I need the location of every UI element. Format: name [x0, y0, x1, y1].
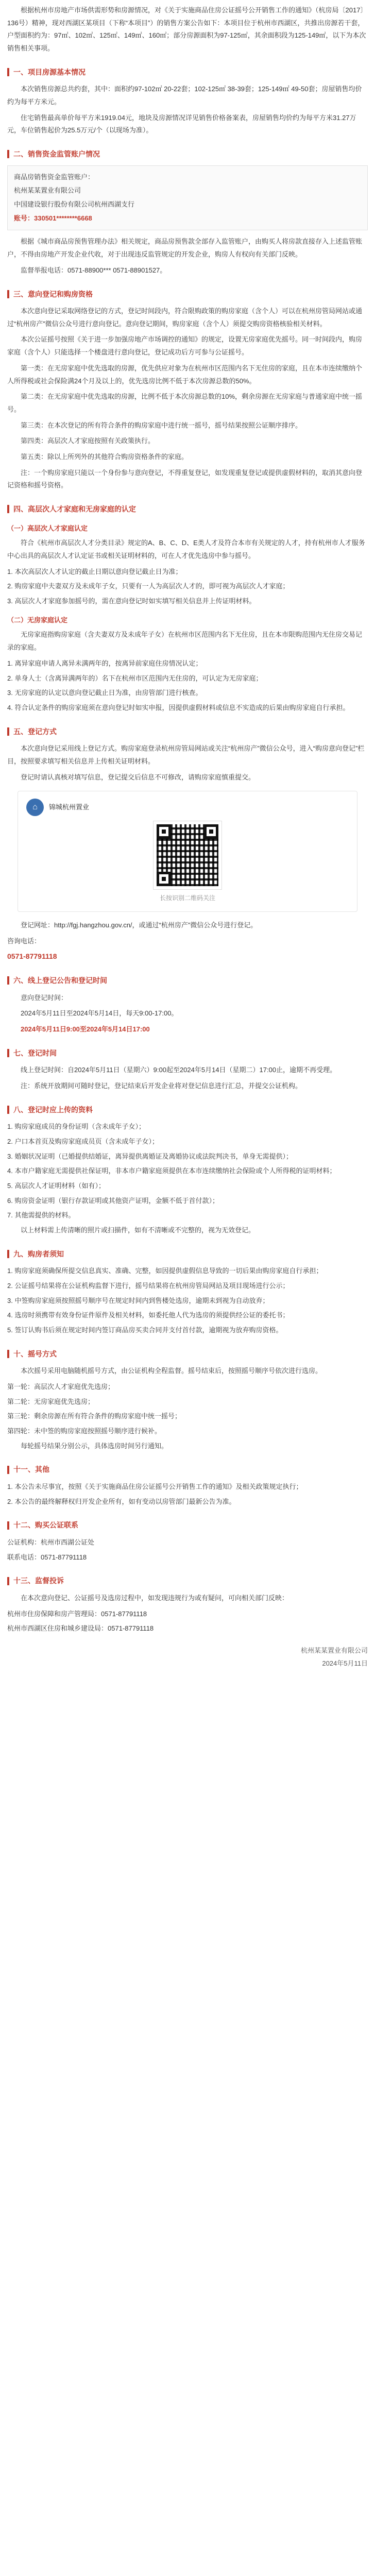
section-bar-icon	[7, 976, 9, 985]
s6-highlight-time: 2024年5月11日9:00至2024年5月14日17:00	[21, 1025, 150, 1033]
s10-paragraph: 每轮摇号结果分别公示，具体选房时间另行通知。	[21, 1442, 168, 1450]
section-8-title	[7, 1103, 368, 1117]
section-bar-icon	[7, 1250, 9, 1258]
s6-paragraph: 2024年5月11日至2024年5月14日，每天9:00-17:00。	[21, 1009, 178, 1018]
s8-note: 以上材料需上传清晰的照片或扫描件，如有不清晰或不完整的，视为无效登记。	[21, 1226, 255, 1234]
section-2-title	[7, 147, 368, 161]
footer-org: 杭州某某置业有限公司	[300, 1647, 368, 1655]
section-3-title-text: 三、意向登记和购房资格	[13, 290, 93, 298]
section-8-title-text: 八、登记时应上传的资料	[13, 1105, 93, 1114]
s8-list-item: 6. 购房资金证明（银行存款证明或其他资产证明，金额不低于首付款）；	[7, 1196, 219, 1205]
s5-paragraph: 本次意向登记采用线上登记方式。购房家庭登录杭州房管局网站或关注“杭州房产”微信公众号，进入“购房意向登记”栏目，按照要求填写相关信息并上传相关证明材料。	[7, 744, 365, 765]
s1-paragraph: 住宅销售最高单价每平方米1919.04元，地块及房源情况详见销售价格备案表，房屋销售均价约为每平方米31.27万元，车位销售起价为25.5万元/个（以现场为准）。	[7, 113, 356, 134]
s8-list-item: 5. 高层次人才证明材料（如有）；	[7, 1181, 105, 1190]
account-avatar-icon: ⌂	[26, 799, 44, 816]
section-2-title-text: 二、销售资金监管账户情况	[13, 150, 100, 159]
section-1-title	[7, 65, 368, 79]
section-bar-icon	[7, 1521, 9, 1530]
s10-list-item: 第二轮：无房家庭优先选房；	[7, 1397, 95, 1405]
section-12-title	[7, 1518, 368, 1532]
qr-finder-icon	[157, 872, 171, 886]
s4-list-item: 3. 无房家庭的认定以意向登记截止日为准，由房管部门进行核查。	[7, 689, 202, 697]
s4-paragraph: 符合《杭州市高层次人才分类目录》规定的A、B、C、D、E类人才及符合本市有关规定的人才，持有杭州市人才服务中心出具的高层次人才认定证书或相关证明材料的，可在人才优先选房中参与摇号。	[7, 539, 365, 560]
qr-finder-icon	[157, 824, 171, 839]
s3-paragraph: 本次意向登记采取网络登记的方式，登记时间段内，符合限购政策的购房家庭（含个人）可以在杭州房管局网站或通过“杭州房产”微信公众号进行意向登记。意向登记期间，购房家庭（含个人）须提交购房资格核验相关材料。	[7, 307, 363, 328]
section-6-title	[7, 974, 368, 988]
intro-paragraph: 根据杭州市房地产市场供需形势和房源情况，对《关于实施商品住房公证摇号公开销售工作的通知》（杭房局〔2017〕136号）精神，现对西湖区某项目（下称“本项目”）的销售方案公告如下：本项目位于杭州市西湖区，共推出房源若干套，户型面积约为：97㎡、102㎡、125㎡、149㎡、160㎡；部分房源面积为97-125㎡，其余面积段为125-149㎡，以下为本次销售相关事项。	[7, 6, 367, 53]
section-6-title-text: 六、线上登记公告和登记时间	[13, 976, 107, 985]
s9-list-item: 2. 公证摇号结果将在公证机构监督下进行，摇号结果将在杭州房管局网站及项目现场进行公示；	[7, 1281, 289, 1290]
s8-list-item: 4. 本市户籍家庭无需提供社保证明，非本市户籍家庭须提供在本市连续缴纳社会保险或个人所得税的证明材料；	[7, 1167, 336, 1175]
section-bar-icon	[7, 1106, 9, 1114]
s4-list-item: 4. 符合认定条件的购房家庭须在意向登记时如实申报，因提供虚假材料或信息不实造成的后果由购房家庭自行承担。	[7, 703, 350, 711]
s5-paragraph: 登记时请认真核对填写信息，登记提交后信息不可修改，请购房家庭慎重提交。	[21, 773, 255, 781]
s10-paragraph: 本次摇号采用电脑随机摇号方式，由公证机构全程监督。摇号结束后，按照摇号顺序号依次进行选房。	[21, 1367, 322, 1375]
s13-contact[interactable]: 杭州市西湖区住房和城乡建设局：0571-87791118	[7, 1624, 154, 1633]
section-bar-icon	[7, 150, 9, 158]
section-bar-icon	[7, 727, 9, 736]
section-5-title-text: 五、登记方式	[13, 727, 57, 736]
s10-list-item: 第四轮：未中签的购房家庭按照摇号顺序进行候补。	[7, 1427, 162, 1435]
section-bar-icon	[7, 1466, 9, 1474]
section-bar-icon	[7, 1049, 9, 1057]
s3-paragraph: 第五类：除以上所列外的其他符合购房资格条件的家庭。	[21, 452, 189, 461]
section-9-title	[7, 1247, 368, 1261]
s2-paragraph: 根据《城市商品房预售管理办法》相关规定，商品房预售款全部存入监管账户，由购买人将房款直接存入上述监管账户，不得由房地产开发企业代收，对于出现违反监管规定的开发企业，购房人有权向有关部门反映。	[7, 238, 363, 259]
s8-list-item: 1. 购房家庭成员的身份证明（含未成年子女）；	[7, 1123, 145, 1131]
s4-paragraph: 无房家庭指购房家庭（含夫妻双方及未成年子女）在杭州市区范围内名下无住房，且在本市限购范围内无住房交易记录的家庭。	[7, 631, 363, 652]
escrow-line: 商品房销售资金监管账户：	[14, 173, 95, 181]
section-1-title-text: 一、项目房源基本情况	[13, 67, 86, 76]
s8-list-item: 3. 婚姻状况证明（已婚提供结婚证，离异提供离婚证及离婚协议或法院判决书，单身无需提供）；	[7, 1152, 293, 1160]
s6-paragraph: 意向登记时间：	[21, 993, 68, 1002]
s13-contact[interactable]: 杭州市住房保障和房产管理局：0571-87791118	[7, 1609, 147, 1618]
section-10-title-text: 十、摇号方式	[13, 1349, 57, 1358]
s11-list-item: 2. 本公告的最终解释权归开发企业所有，如有变动以房管部门最新公告为准。	[7, 1497, 236, 1505]
s3-paragraph: 第三类：在本次登记的所有符合条件的购房家庭中进行统一摇号，摇号结果按照公证顺序排序。	[21, 421, 302, 429]
section-12-title-text: 十二、购买公证联系	[13, 1521, 78, 1530]
s10-list-item: 第三轮：剩余房源在所有符合条件的购房家庭中统一摇号；	[7, 1412, 182, 1420]
s10-list-item: 第一轮：高层次人才家庭优先选房；	[7, 1383, 115, 1391]
s7-paragraph: 线上登记时间：自2024年5月11日（星期六）9:00起至2024年5月14日（星期二）17:00止，逾期不再受理。	[21, 1066, 337, 1074]
s8-list-item: 2. 户口本首页及购房家庭成员页（含未成年子女）；	[7, 1137, 159, 1145]
s2-paragraph: 监督举报电话：0571-88900*** 0571-88901527。	[21, 266, 167, 274]
s3-paragraph: 第一类：在无房家庭中优先选取的房源，优先供应对象为在杭州市区范围内名下无住房的家庭，且在本市连续缴纳个人所得税或社会保险满24个月及以上的，优先选房比例不低于本次房源总数的50%。	[7, 364, 363, 385]
s4-list-item: 3. 高层次人才家庭参加摇号的，需在意向登记时如实填写相关信息并上传证明材料。	[7, 597, 256, 605]
s4-list-item: 1. 本次高层次人才认定的截止日期以意向登记截止日为准；	[7, 567, 182, 575]
qr-finder-icon	[204, 824, 218, 839]
section-13-title	[7, 1574, 368, 1588]
account-name: 锦城杭州置业	[49, 803, 90, 811]
s5-paragraph: 登记网址：http://fgj.hangzhou.gov.cn/，或通过“杭州房产”微信公众号进行登记。	[21, 921, 258, 929]
s9-list-item: 5. 签订认购书后须在规定时间内签订商品房买卖合同并支付首付款，逾期视为放弃购房资格。	[7, 1326, 283, 1334]
s3-paragraph: 第二类：在无房家庭中优先选取的房源，比例不低于本次房源总数的10%，剩余房源在无房家庭与普通家庭中统一摇号。	[7, 393, 363, 413]
section-5-title	[7, 725, 368, 739]
section-7-title-text: 七、登记时间	[13, 1048, 57, 1057]
section-10-title	[7, 1347, 368, 1361]
escrow-account-number: 账号：330501********6668	[14, 214, 92, 222]
section-13-title-text: 十三、监督投诉	[13, 1577, 64, 1585]
s4-list-item: 2. 单身人士（含离异满两年的）名下在杭州市区范围内无住房的，可认定为无房家庭；	[7, 674, 263, 682]
s5-phone-label: 咨询电话：	[7, 937, 41, 945]
s4-list-item: 1. 离异家庭申请人离异未满两年的，按离异前家庭住房情况认定；	[7, 659, 202, 667]
s13-paragraph: 在本次意向登记、公证摇号及选房过程中，如发现违规行为或有疑问，可向相关部门反映：	[21, 1594, 289, 1602]
section-7-title	[7, 1046, 368, 1060]
footer	[7, 1645, 368, 1670]
s5-phone-number[interactable]: 0571-87791118	[7, 952, 57, 961]
s12-phone[interactable]: 联系电话：0571-87791118	[7, 1553, 87, 1561]
qr-code-card[interactable]	[18, 791, 357, 912]
section-bar-icon	[7, 68, 9, 76]
s12-item: 公证机构：杭州市西湖公证处	[7, 1538, 95, 1547]
s3-paragraph: 注：一个购房家庭只能以一个身份参与意向登记，不得重复登记，如发现重复登记或提供虚假材料的，取消其意向登记资格和摇号资格。	[7, 468, 363, 489]
section-11-title-text: 十一、其他	[13, 1465, 49, 1474]
s3-paragraph: 本次公证摇号按照《关于进一步加强房地产市场调控的通知》的规定，设置无房家庭优先摇号。同一时间段内，购房家庭（含个人）只能选择一个楼盘进行意向登记，登记成功后方可参与公证摇号。	[7, 335, 363, 357]
section-bar-icon	[7, 1577, 9, 1585]
s4-subtitle-nohouse: （二）无房家庭认定	[7, 616, 68, 624]
section-11-title	[7, 1463, 368, 1477]
s4-list-item: 2. 购房家庭中夫妻双方及未成年子女，只要有一人为高层次人才的，即可视为高层次人才家庭；	[7, 582, 289, 590]
qr-code-icon[interactable]	[154, 821, 221, 889]
escrow-line: 杭州某某置业有限公司	[14, 187, 81, 195]
escrow-account-box	[7, 165, 368, 231]
section-9-title-text: 九、购房者须知	[13, 1249, 64, 1258]
section-4-title-text: 四、高层次人才家庭和无房家庭的认定	[13, 505, 136, 514]
s7-paragraph: 注：系统开放期间可随时登记，登记结束后开发企业将对登记信息进行汇总，并提交公证机构。	[21, 1081, 302, 1090]
section-bar-icon	[7, 290, 9, 298]
s4-subtitle-talent: （一）高层次人才家庭认定	[7, 524, 88, 532]
section-bar-icon	[7, 1350, 9, 1358]
escrow-line: 中国建设银行股份有限公司杭州西湖支行	[14, 200, 135, 209]
s11-list-item: 1. 本公告未尽事宜，按照《关于实施商品住房公证摇号公开销售工作的通知》及相关政策规定执行；	[7, 1483, 303, 1491]
s9-list-item: 4. 选房时须携带有效身份证件原件及相关材料，如委托他人代为选房的须提供经公证的委托书；	[7, 1311, 289, 1319]
s3-paragraph: 第四类：高层次人才家庭按照有关政策执行。	[21, 437, 155, 445]
s8-list-item: 7. 其他需提供的材料。	[7, 1211, 75, 1219]
qr-card-header	[26, 799, 349, 816]
section-bar-icon	[7, 505, 9, 513]
footer-date: 2024年5月11日	[322, 1659, 368, 1667]
qr-caption: 长按识别二维码关注	[159, 894, 215, 902]
section-3-title	[7, 287, 368, 301]
section-4-title	[7, 502, 368, 516]
s1-paragraph: 本次销售房源总共约套，其中：面积约97-102㎡ 20-22套；102-125㎡ 38-39套；125-149㎡ 49-50套；房屋销售均价约为每平方米元。	[7, 85, 362, 106]
s9-list-item: 3. 中签购房家庭须按照摇号顺序号在规定时间内到售楼处选房，逾期未到视为自动放弃；	[7, 1296, 269, 1304]
s9-list-item: 1. 购房家庭须确保所提交信息真实、准确、完整，如因提供虚假信息导致的一切后果由购房家庭自行承担；	[7, 1267, 323, 1275]
